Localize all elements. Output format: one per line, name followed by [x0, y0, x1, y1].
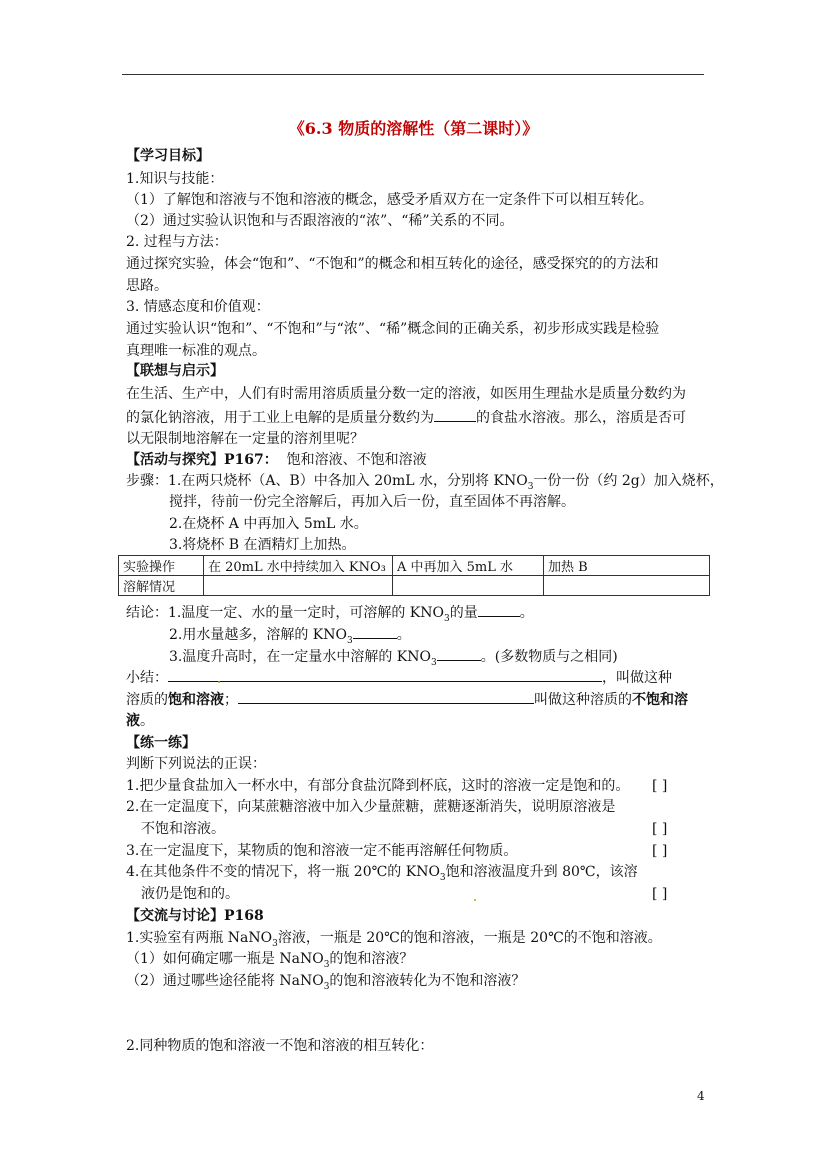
objective-line: 1.知识与技能： — [126, 171, 224, 187]
conclusion-line: 结论：1.温度一定、水的量一定时，可溶解的 $KNO_3$的量 。 — [126, 602, 534, 629]
experiment-table — [118, 555, 710, 596]
practice-question: 2.在一定温度下，向某蔗糖溶液中加入少量蔗糖，蔗糖逐渐消失，说明原溶液是 — [126, 799, 616, 815]
objective-line: 3. 情感态度和价值观： — [126, 299, 270, 315]
answer-bracket[interactable]: [ ] — [652, 886, 668, 902]
discussion-line: （1）如何确定哪一瓶是 NaNO$_3$的饱和溶液？ — [126, 951, 414, 970]
activity-step: 3.将烧杯 B 在酒精灯上加热。 — [169, 537, 356, 553]
objective-line: （2）通过实验认识饱和与否跟溶液的“浓”、“稀”关系的不同。 — [126, 213, 514, 229]
practice-question: 3.在一定温度下，某物质的饱和溶液一定不能再溶解任何物质。 — [126, 843, 518, 859]
table-cell: 在 20mL 水中持续加入 KNO₃ — [204, 556, 393, 576]
objective-line: 通过实验认识“饱和”、“不饱和”与“浓”、“稀”概念间的正确关系，初步形成实践是检验 — [126, 321, 660, 337]
objective-line: 2. 过程与方法： — [126, 234, 228, 250]
practice-question: 1.把少量食盐加入一杯水中，有部分食盐沉降到杯底，这时的溶液一定是饱和的。 — [126, 778, 630, 794]
answer-bracket[interactable]: [ ] — [652, 821, 668, 837]
discussion-line: 2.同种物质的饱和溶液一不饱和溶液的相互转化： — [126, 1038, 434, 1054]
page-title: 《6.3 物质的溶解性（第二课时）》 — [288, 119, 539, 138]
table-cell: 实验操作 — [119, 556, 204, 576]
practice-intro: 判断下列说法的正误： — [126, 756, 266, 772]
answer-bracket[interactable]: [ ] — [652, 843, 668, 859]
decorative-dot — [474, 899, 476, 901]
summary-line: 小结： ，叫做这种 — [126, 667, 672, 688]
activity-step: 搅拌，待前一份完全溶解后，再加入后一份，直至固体不再溶解。 — [169, 494, 575, 510]
practice-question: 液仍是饱和的。 — [141, 886, 239, 902]
activity-step: 2.在烧杯 A 中再加入 5mL 水。 — [169, 516, 368, 532]
answer-bracket[interactable]: [ ] — [652, 778, 668, 794]
summary-line: 液。 — [126, 713, 154, 729]
activity-step: 步骤：1.在两只烧杯（A、B）中各加入 20mL 水，分别将 $KNO_3$一份一份（约 2g）加入烧杯， — [126, 473, 724, 492]
table-cell — [204, 576, 393, 596]
discussion-line: （2）通过哪些途径能将 NaNO$_3$的饱和溶液转化为不饱和溶液？ — [126, 973, 526, 992]
discussion-line: 1.实验室有两瓶 NaNO$_3$溶液，一瓶是 20℃的饱和溶液，一瓶是 20℃的不饱和溶液。 — [126, 930, 662, 949]
objective-line: （1）了解饱和溶液与不饱和溶液的概念，感受矛盾双方在一定条件下可以相互转化。 — [126, 192, 653, 208]
table-cell: A 中再加入 5mL 水 — [393, 556, 544, 576]
practice-question: 不饱和溶液。 — [141, 821, 225, 837]
table-row — [119, 576, 710, 596]
association-line: 以无限制地溶解在一定量的溶剂里呢？ — [126, 431, 364, 447]
table-cell — [544, 576, 710, 596]
header-rule — [122, 74, 704, 75]
page-number: 4 — [697, 1089, 705, 1103]
objective-line: 思路。 — [126, 278, 168, 294]
association-heading: 【联想与启示】 — [126, 363, 224, 379]
association-line: 在生活、生产中，人们有时需用溶质质量分数一定的溶液，如医用生理盐水是质量分数约为 — [126, 386, 686, 402]
objective-line: 真理唯一标准的观点。 — [126, 343, 266, 359]
decorative-dot — [218, 681, 220, 683]
discussion-heading: 【交流与讨论】P168 — [126, 908, 264, 924]
objectives-heading: 【学习目标】 — [126, 148, 210, 164]
summary-line: 溶质的饱和溶液； 叫做这种溶质的不饱和溶 — [126, 689, 688, 710]
practice-question: 4.在其他条件不变的情况下，将一瓶 20℃的 $KNO_3$饱和溶液温度升到 80℃，该溶 — [126, 864, 638, 883]
association-line: 的氯化钠溶液，用于工业上电解的是质量分数约为 的食盐水溶液。那么，溶质是否可 — [126, 407, 686, 428]
conclusion-line: 3.温度升高时，在一定量水中溶解的 $KNO_3$ 。(多数物质与之相同) — [169, 646, 618, 673]
table-row — [119, 556, 710, 576]
table-cell: 加热 B — [544, 556, 710, 576]
table-cell — [393, 576, 544, 596]
activity-heading: 【活动与探究】P167： 饱和溶液、不饱和溶液 — [126, 452, 427, 468]
practice-heading: 【练一练】 — [126, 735, 196, 751]
table-cell: 溶解情况 — [119, 576, 204, 596]
objective-line: 通过探究实验，体会“饱和”、“不饱和”的概念和相互转化的途径，感受探究的的方法和 — [126, 256, 659, 272]
conclusion-line: 2.用水量越多，溶解的 $KNO_3$ 。 — [169, 624, 411, 651]
